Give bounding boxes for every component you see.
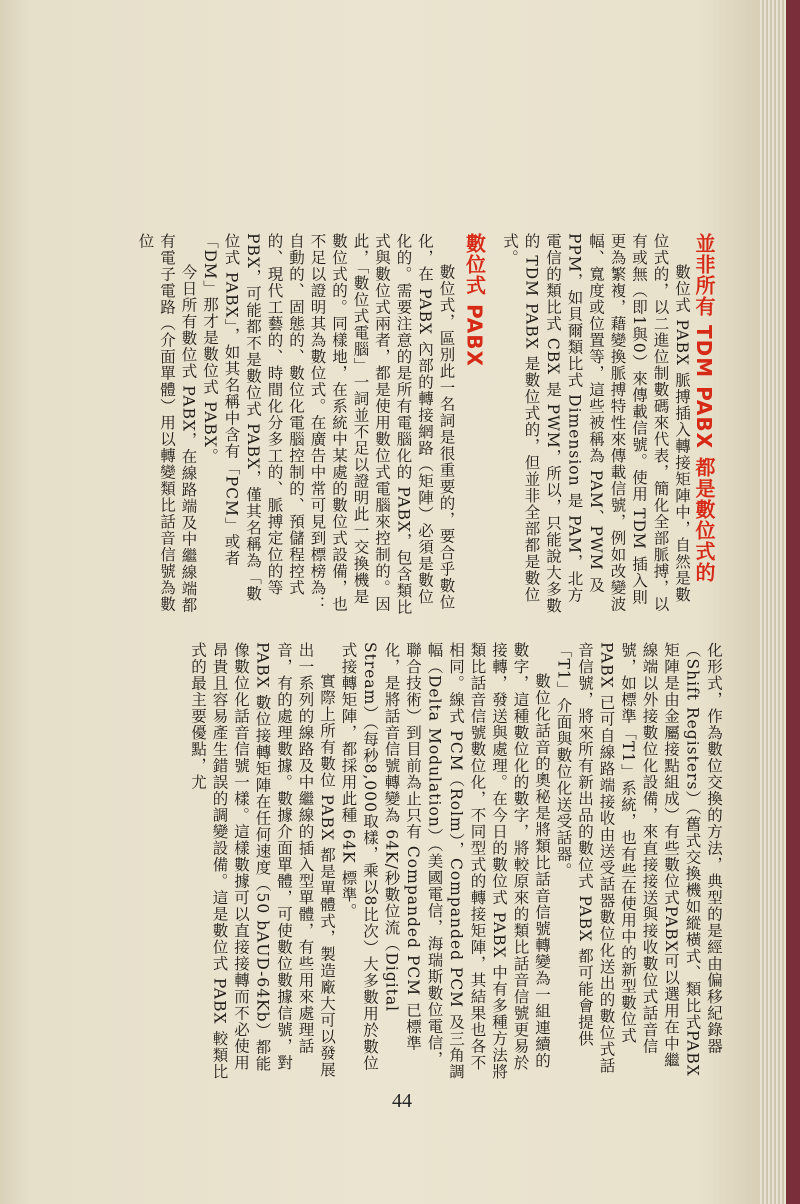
paragraph-2: 數位式，區別此一名詞是很重要的，要合乎數位化，在 PABX 內部的轉接網路（矩陣）必須是數位化的。需要注意的是所有電腦化的 PABX，包含類比式與數位式兩者，都是使用數位式電腦來控制的。因此，「數位式電腦」一詞並不足以證明此一交換機是數位式的。同樣地，在系統中某處的數位式設備，也不足以證明其為數位式。在廣告中常可見到標榜為：自動的、固態的、數位化電腦控制的、預儲程控式的、現代工藝的、時間化分多工的、脈搏定位的等 PBX，可能都不是數位式 PABX，僅其名稱為「數位式 PABX」，如其名稱中含有「PCM」或者「DM」那才是數位式 PABX。 <box>201 233 456 616</box>
paragraph-6: 實際上所有數位 PABX 都是單體式，製造廠大可以發展出一系列的線路及中繼線的插入型單體，有些用來處理話音，有的處理數據。數據介面單體，可使數位數據信號，對 PABX 數位接轉矩陣在任何速度（50 bAUD-64Kb）都能像數位化話音信號一樣。這樣數據可以直接接轉而不必使用昂貴且容易產生錯誤的調變設備。這是數位式 PABX 較類比式的最主要優點，尤 <box>189 642 336 1080</box>
lower-text-block <box>84 642 724 1082</box>
paragraph-5: 數位化話音的奧秘是將類比話音信號轉變為一組連續的數字，這種數位化的數字，將較原來的類比話音信號更易於接轉，發送與處理。在今日的數位式 PABX 中有多種方法將類比話音信號數位化，不同型式的轉接矩陣，其結果也各不相同。線式 PCM（Rolm），Companded PCM 及三角調幅（Delta Modulation）（美國電信，海瑞斯數位電信，聯合技術）到目前為止只有 Companded PCM 已標準化，是將話音信號轉變為 64K/秒數位流（Digital Stream）（每秒8,000取樣，乘以8比次）大多數用於數位式接轉矩陣，都採用此種 64K 標準。 <box>339 642 551 1081</box>
page-number: 44 <box>392 1090 412 1112</box>
paragraph-4: 化形式，作為數位交換的方法，典型的是經由偏移紀錄器（Shift Registers）（舊式交換機如縱橫式、類比式PABX矩陣是由金屬接點組成）有些數位式PABX可以選用在中繼線端以外接數位化設備，來直接接送與接收數位式話音信號，如標準「T1」系統，也有些在使用中的新型數位式 PABX 已可自線路端接收由送受話器數位化送出的數位式話音信號，將來所有新出品的數位式 PABX 都可能會提供「T1」介面與數位化送受話器。 <box>554 642 723 1077</box>
book-cover-edge <box>786 0 800 1204</box>
upper-text-block <box>84 233 716 618</box>
section-heading-2: 數位式 PABX <box>462 233 487 367</box>
paragraph-3: 今日所有數位式 PABX，在線路端及中繼線端都有電子電路（介面單體）用以轉變類比話音信號為數位 <box>136 233 198 614</box>
section-heading-1: 並非所有 TDM PABX 都是數位式的 <box>692 233 716 583</box>
paragraph-1: 數位式 PABX 脈搏插入轉接矩陣中，自然是數位式的，以二進位制數碼來代表，簡化全部脈搏，以有或無（即1與0）來傳載信號。使用 TDM 插入則更為繁複，藉變換脈搏特性來傳載信號，例如改變波幅、寬度或位置等，這些被稱為 PAM、PWM 及 PPM，如貝爾類比式 Dimension 是 PAM，北方電信的類比式 CBX 是 PWM，所以，只能說大多數的 TDM PABX 是數位式的，但並非全部都是數位式。 <box>501 233 691 614</box>
